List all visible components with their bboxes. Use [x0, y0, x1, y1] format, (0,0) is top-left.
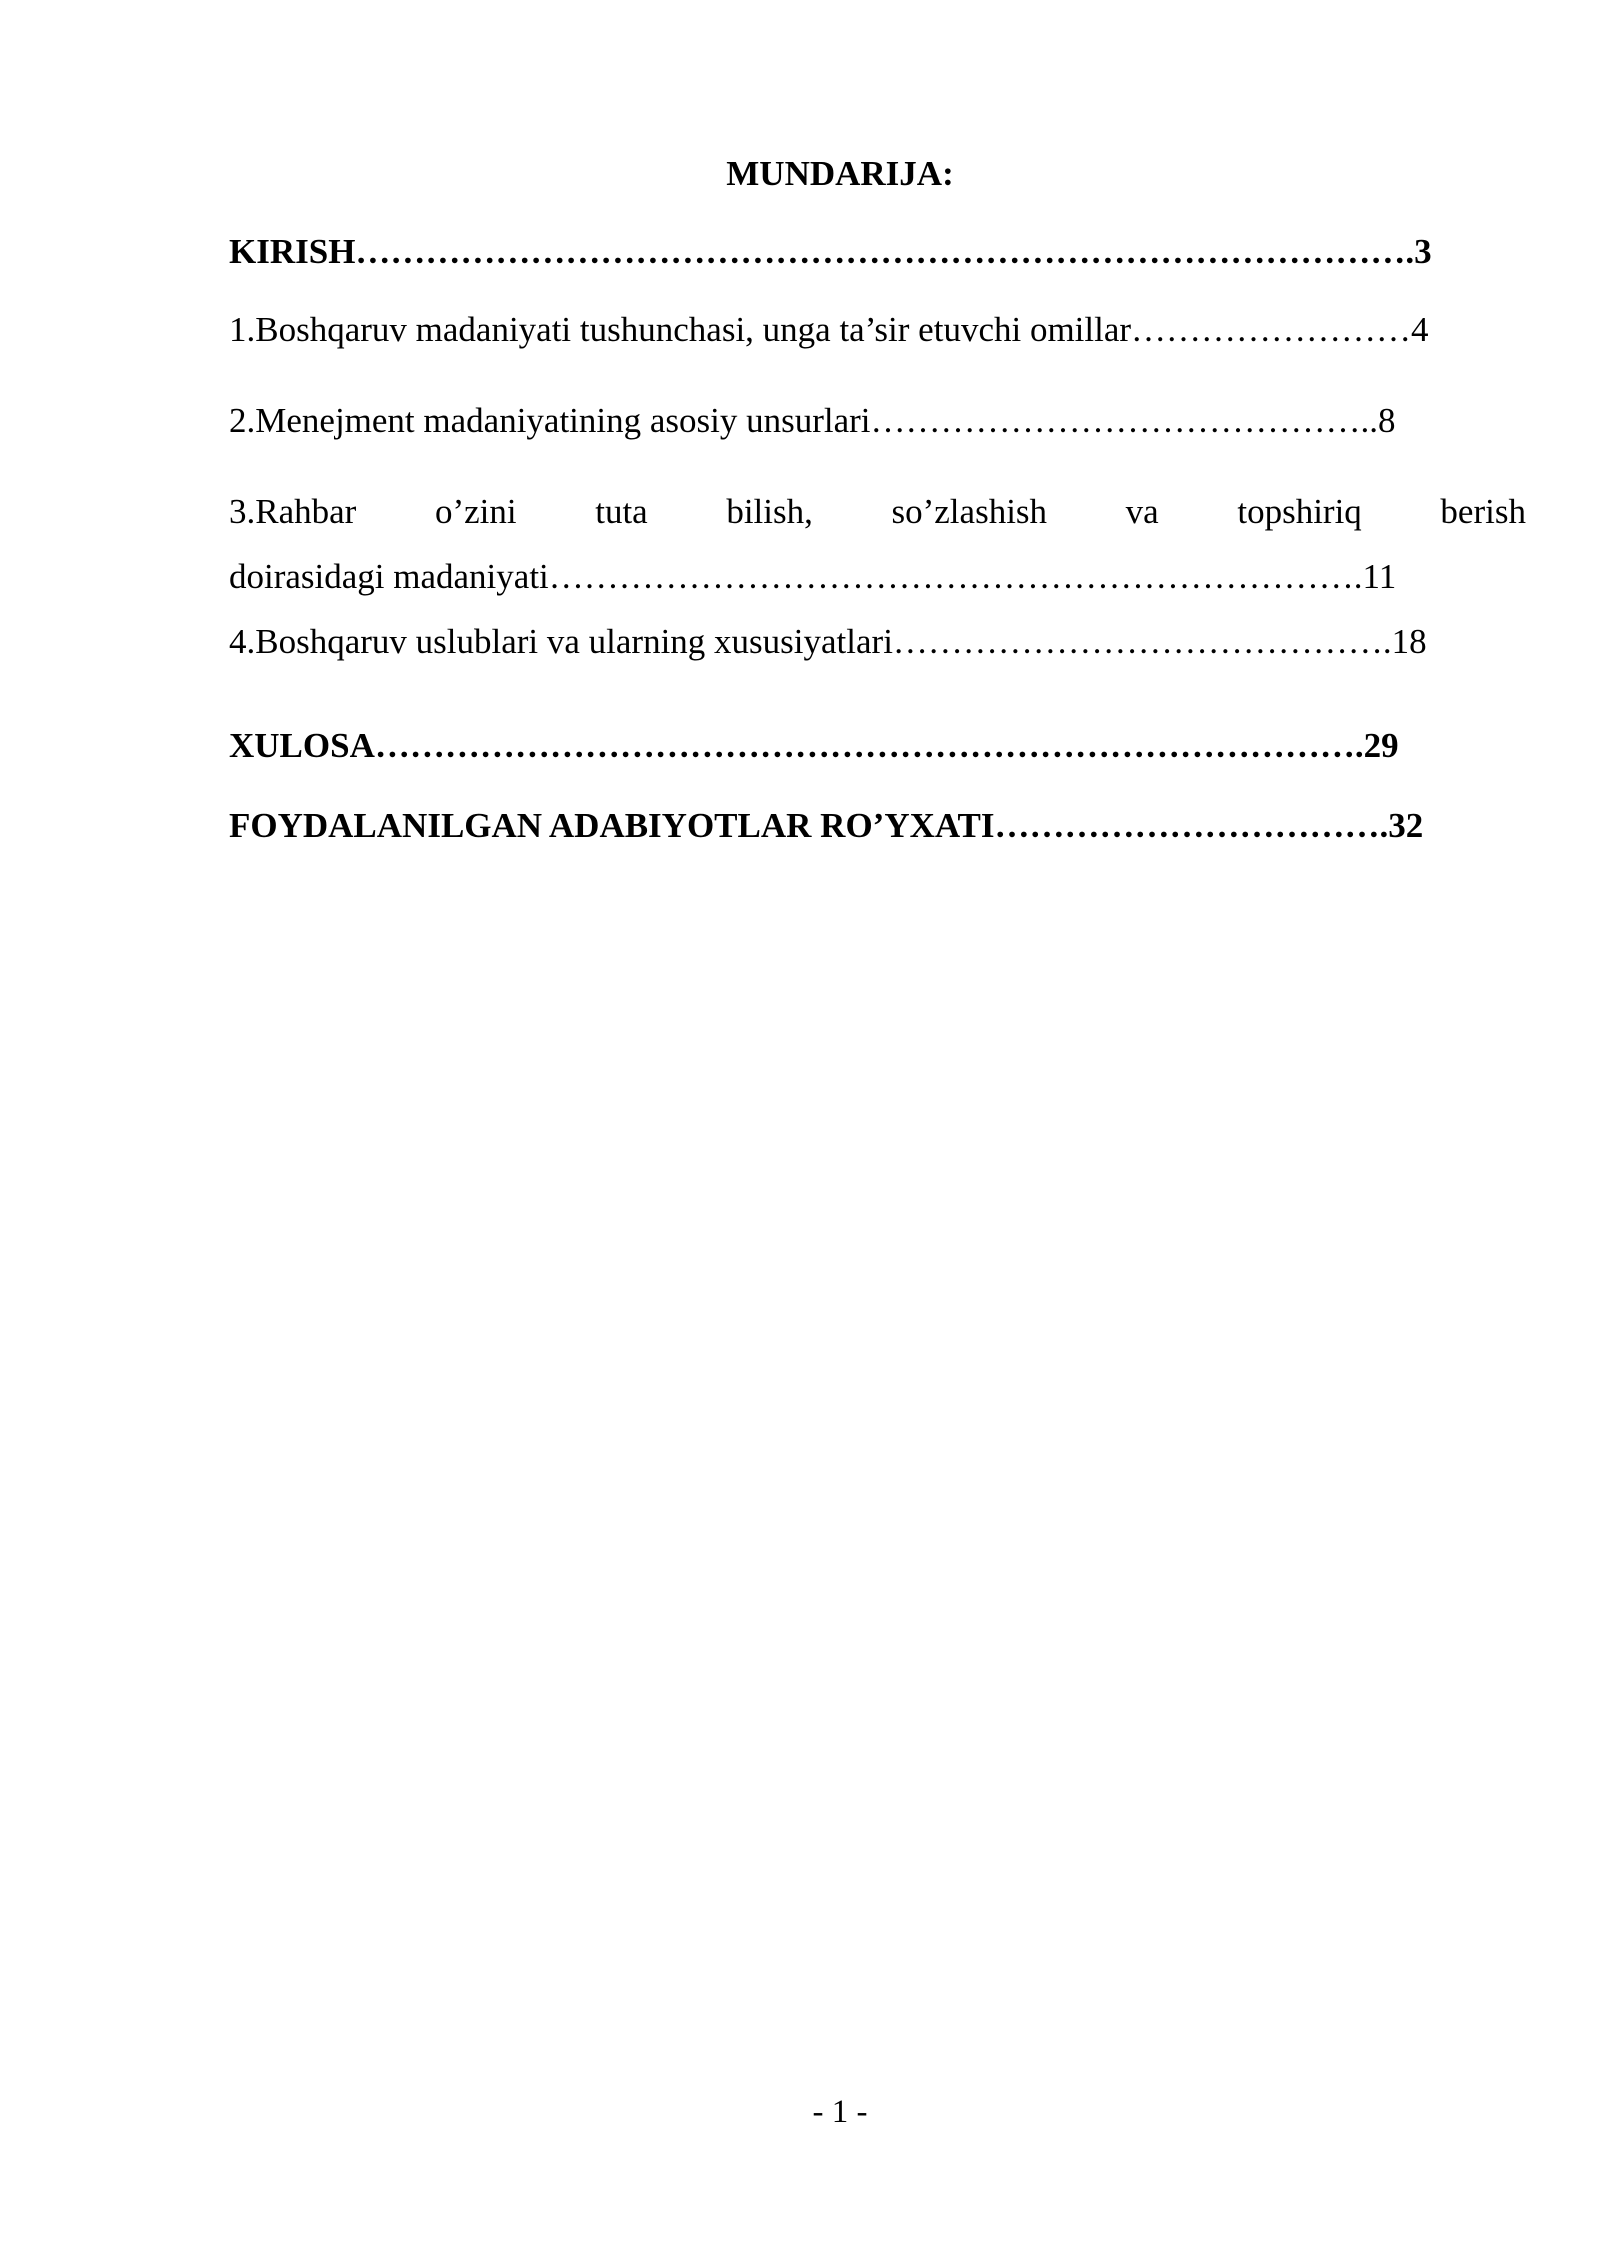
toc-entry-4: 4.Boshqaruv uslublari va ularning xususiyatlari…………………………………….18	[229, 622, 1427, 661]
toc-heading: MUNDARIJA:	[726, 154, 954, 193]
toc-entry-kirish: KIRISH……………………………………………………………………………….3	[229, 232, 1432, 271]
toc-entry-3-word: so’zlashish	[891, 492, 1048, 531]
toc-entry-adabiyotlar: FOYDALANILGAN ADABIYOTLAR RO’YXATI…………………………….32	[229, 806, 1424, 845]
toc-entry-2: 2.Menejment madaniyatining asosiy unsurlari……………………………………..8	[229, 401, 1396, 440]
toc-entry-3-word: bilish,	[726, 492, 813, 531]
toc-entry-3-line2: doirasidagi madaniyati…………………………………………………………….11	[229, 557, 1397, 596]
toc-entry-xulosa: XULOSA………………………………………………………………………….29	[229, 726, 1399, 765]
toc-entry-3-word: 3.Rahbar	[229, 492, 357, 531]
toc-entry-3-word: o’zini	[434, 492, 517, 531]
toc-entry-3-word: tuta	[595, 492, 648, 531]
toc-entry-3-word: berish	[1440, 492, 1526, 531]
toc-entry-3-line1	[229, 490, 1526, 534]
toc-entry-3-word: va	[1125, 492, 1159, 531]
toc-entry-1: 1.Boshqaruv madaniyati tushunchasi, unga ta’sir etuvchi omillar……………………4	[229, 310, 1429, 349]
toc-entry-3-word: topshiriq	[1237, 492, 1362, 531]
page-number: - 1 -	[812, 2094, 868, 2130]
